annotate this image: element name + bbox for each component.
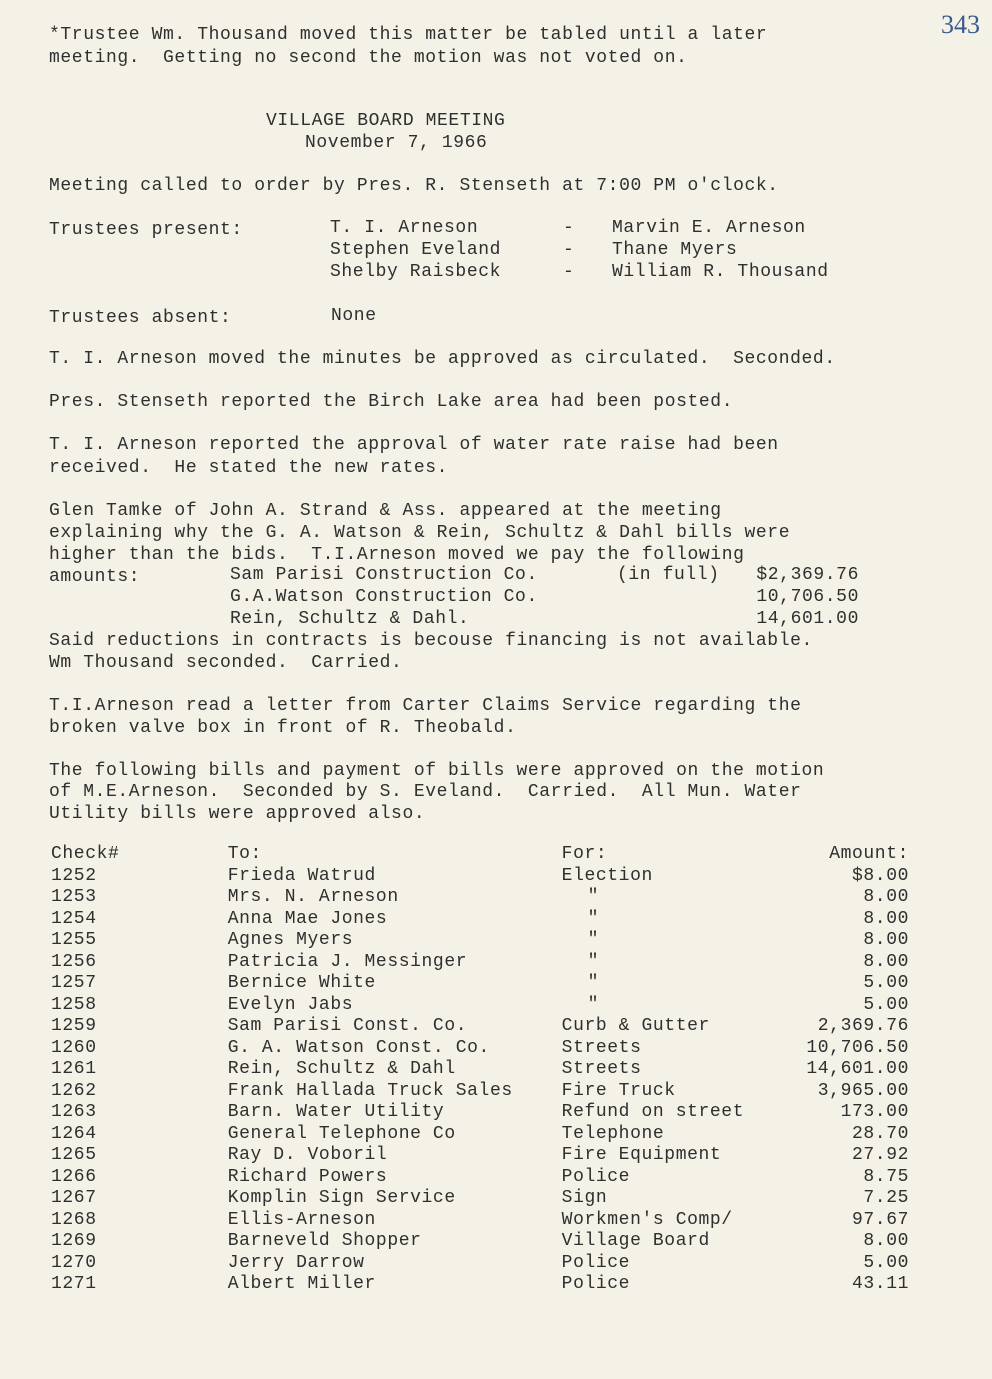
bill-for: Fire Equipment [561, 1145, 722, 1165]
bill-for: Refund on street [561, 1102, 745, 1122]
trustee-right: Thane Myers [612, 240, 738, 260]
header-amount: Amount: [829, 844, 909, 864]
bill-check: 1253 [51, 887, 97, 907]
bill-check: 1268 [51, 1209, 97, 1230]
bill-amount: 14,601.00 [806, 1059, 909, 1079]
bill-amount: 43.11 [851, 1274, 909, 1294]
bill-check: 1270 [51, 1252, 97, 1273]
trustees-absent-label: Trustees absent: [49, 308, 232, 328]
bill-to: Komplin Sign Service [227, 1188, 456, 1208]
bill-for: Sign [561, 1188, 608, 1208]
reductions-line-2: Wm Thousand seconded. Carried. [49, 653, 403, 673]
header-for: For: [561, 844, 608, 864]
bill-row [51, 887, 909, 909]
bill-row [51, 1016, 909, 1038]
bill-row [51, 1145, 909, 1167]
bill-amount: 8.00 [863, 951, 909, 972]
bill-check: 1252 [51, 865, 97, 886]
trustees-present-list [330, 217, 829, 283]
bills-header-row [51, 844, 909, 866]
bill-to: Albert Miller [227, 1274, 376, 1294]
bill-to: G. A. Watson Const. Co. [227, 1037, 490, 1058]
bill-for: Telephone [561, 1123, 665, 1144]
bill-row [51, 1081, 909, 1103]
amounts-label: amounts: [49, 567, 141, 587]
bill-for: " [587, 994, 600, 1015]
bill-to: Frieda Watrud [227, 865, 376, 886]
bill-row [51, 1038, 909, 1060]
bill-check: 1269 [51, 1231, 97, 1251]
bill-to: Richard Powers [227, 1166, 388, 1187]
bill-for: Streets [561, 1037, 642, 1058]
bill-for: Streets [561, 1059, 642, 1079]
contract-note [617, 608, 735, 630]
contract-amount: 10,706.50 [756, 587, 859, 607]
bill-row [51, 930, 909, 952]
header-to: To: [227, 844, 262, 864]
bill-amount: 2,369.76 [817, 1016, 909, 1036]
trustee-right: William R. Thousand [612, 262, 829, 282]
intro-line-2: meeting. Getting no second the motion was not voted on. [49, 48, 688, 68]
bill-row [51, 1124, 909, 1146]
bill-to: Sam Parisi Const. Co. [227, 1016, 468, 1036]
trustee-row [330, 261, 829, 283]
bill-row [51, 1059, 909, 1081]
bill-to: Rein, Schultz & Dahl [227, 1059, 456, 1079]
bill-row [51, 1167, 909, 1189]
bill-check: 1262 [51, 1080, 97, 1101]
bill-check: 1257 [51, 973, 97, 993]
bills-line-1: The following bills and payment of bills were approved on the motion [49, 761, 825, 781]
called-to-order: Meeting called to order by Pres. R. Stenseth at 7:00 PM o'clock. [49, 176, 779, 196]
bill-amount: 5.00 [863, 1252, 909, 1273]
bill-row [51, 1253, 909, 1275]
trustee-right: Marvin E. Arneson [612, 218, 806, 238]
bill-amount: 8.00 [863, 930, 909, 950]
bill-amount: 3,965.00 [817, 1080, 909, 1101]
trustees-absent-value: None [331, 306, 377, 326]
header-check: Check# [51, 844, 120, 864]
contract-name: G.A.Watson Construction Co. [230, 587, 538, 607]
bill-for: Fire Truck [561, 1080, 676, 1101]
bill-row [51, 1231, 909, 1253]
bill-check: 1264 [51, 1123, 97, 1144]
bill-check: 1261 [51, 1059, 97, 1079]
water-rate-line-1: T. I. Arneson reported the approval of water rate raise had been [49, 435, 779, 455]
bill-row [51, 866, 909, 888]
bill-amount: 8.75 [863, 1166, 909, 1187]
carter-line-1: T.I.Arneson read a letter from Carter Claims Service regarding the [49, 696, 802, 716]
contract-note: (in full) [617, 565, 720, 585]
bill-to: Anna Mae Jones [227, 908, 388, 929]
bill-row [51, 973, 909, 995]
contract-name: Sam Parisi Construction Co. [230, 565, 538, 585]
bill-amount: 97.67 [851, 1209, 909, 1230]
contract-note [617, 586, 735, 608]
trustee-row [330, 239, 829, 261]
bill-check: 1267 [51, 1188, 97, 1208]
bill-to: Bernice White [227, 973, 376, 993]
contract-amount: 14,601.00 [756, 609, 859, 629]
bill-amount: 8.00 [863, 887, 909, 907]
bill-to: Frank Hallada Truck Sales [227, 1080, 513, 1101]
trustee-dash: - [563, 262, 575, 282]
bill-amount: 173.00 [840, 1102, 909, 1122]
bill-to: General Telephone Co [227, 1123, 456, 1144]
bill-row [51, 995, 909, 1017]
bills-line-3: Utility bills were approved also. [49, 804, 426, 824]
bill-to: Evelyn Jabs [227, 994, 354, 1015]
bill-to: Ray D. Voboril [227, 1145, 388, 1165]
bill-amount: 10,706.50 [806, 1037, 909, 1058]
bill-for: " [587, 887, 600, 907]
bill-for: Election [561, 865, 653, 886]
reductions-line-1: Said reductions in contracts is becouse financing is not available. [49, 631, 813, 651]
trustee-dash: - [563, 218, 575, 238]
contract-amount-row [230, 564, 859, 586]
bill-amount: 5.00 [863, 973, 909, 993]
minutes-paragraph: T. I. Arneson moved the minutes be approved as circulated. Seconded. [49, 349, 836, 369]
birch-lake-paragraph: Pres. Stenseth reported the Birch Lake area had been posted. [49, 392, 734, 412]
bill-check: 1260 [51, 1037, 97, 1058]
bill-amount: 5.00 [863, 994, 909, 1015]
bill-amount: 7.25 [863, 1188, 909, 1208]
trustees-present-label: Trustees present: [49, 220, 243, 240]
bill-amount: 8.00 [863, 1231, 909, 1251]
bill-to: Jerry Darrow [227, 1252, 365, 1273]
intro-line-1: *Trustee Wm. Thousand moved this matter be tabled until a later [49, 25, 768, 45]
carter-line-2: broken valve box in front of R. Theobald. [49, 718, 517, 738]
contract-amount: $2,369.76 [756, 565, 859, 585]
trustee-row [330, 217, 829, 239]
contract-amount-row [230, 608, 859, 630]
bill-check: 1259 [51, 1016, 97, 1036]
bill-for: Police [561, 1166, 631, 1187]
bill-for: Police [561, 1274, 631, 1294]
bill-check: 1255 [51, 930, 97, 950]
tamke-line-1: Glen Tamke of John A. Strand & Ass. appeared at the meeting [49, 501, 722, 521]
bill-check: 1254 [51, 908, 97, 929]
bills-table [51, 844, 909, 1296]
contract-amount-row [230, 586, 859, 608]
trustee-dash: - [563, 240, 575, 260]
bill-for: " [587, 930, 600, 950]
bill-amount: 27.92 [851, 1145, 909, 1165]
trustee-left: Shelby Raisbeck [330, 262, 502, 282]
contract-name: Rein, Schultz & Dahl. [230, 609, 470, 629]
bill-check: 1271 [51, 1274, 97, 1294]
bills-line-2: of M.E.Arneson. Seconded by S. Eveland. Carried. All Mun. Water [49, 782, 802, 802]
bill-amount: 8.00 [863, 908, 909, 929]
bill-check: 1263 [51, 1102, 97, 1122]
bill-for: Village Board [561, 1231, 710, 1251]
bill-row [51, 1102, 909, 1124]
bill-to: Patricia J. Messinger [227, 951, 468, 972]
bill-for: Curb & Gutter [561, 1016, 710, 1036]
bill-check: 1266 [51, 1166, 97, 1187]
bill-check: 1258 [51, 994, 97, 1015]
trustee-left: Stephen Eveland [330, 240, 502, 260]
bill-to: Mrs. N. Arneson [227, 887, 399, 907]
bill-row [51, 909, 909, 931]
bill-to: Agnes Myers [227, 930, 354, 950]
tamke-line-2: explaining why the G. A. Watson & Rein, Schultz & Dahl bills were [49, 523, 791, 543]
meeting-date: November 7, 1966 [305, 133, 488, 153]
bill-for: Workmen's Comp/ [561, 1209, 733, 1230]
bill-for: " [587, 908, 600, 929]
bill-for: Police [561, 1252, 631, 1273]
contract-amounts [230, 564, 859, 630]
bill-amount: 28.70 [851, 1123, 909, 1144]
bill-row [51, 1188, 909, 1210]
bill-check: 1256 [51, 951, 97, 972]
bill-check: 1265 [51, 1145, 97, 1165]
page-number: 343 [941, 10, 980, 39]
meeting-title: VILLAGE BOARD MEETING [266, 111, 506, 131]
bill-to: Barneveld Shopper [227, 1231, 422, 1251]
bill-row [51, 952, 909, 974]
bill-to: Barn. Water Utility [227, 1102, 445, 1122]
water-rate-line-2: received. He stated the new rates. [49, 458, 449, 478]
bill-for: " [587, 951, 600, 972]
bill-for: " [587, 973, 600, 993]
tamke-line-3: higher than the bids. T.I.Arneson moved we pay the following [49, 545, 745, 565]
bill-row [51, 1210, 909, 1232]
bill-row [51, 1274, 909, 1296]
bill-to: Ellis-Arneson [227, 1209, 376, 1230]
trustee-left: T. I. Arneson [330, 218, 479, 238]
bill-amount: $8.00 [851, 865, 909, 886]
